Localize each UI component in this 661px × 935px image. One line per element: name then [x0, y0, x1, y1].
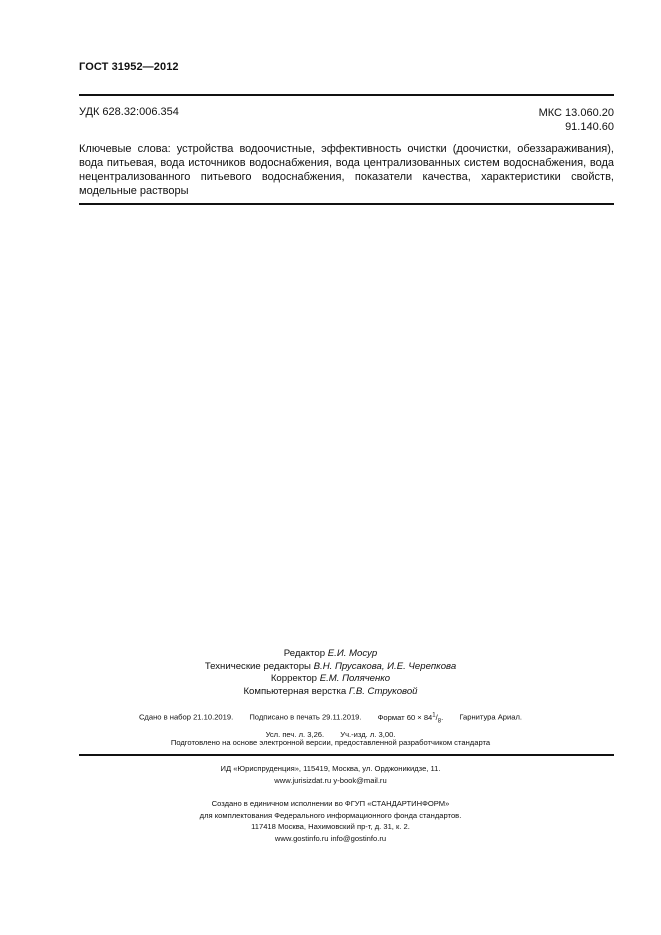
header-rule-top — [79, 94, 614, 96]
editor-line — [0, 648, 661, 661]
mks-line-1: МКС 13.060.20 — [538, 107, 614, 119]
tech-editors-names: В.Н. Прусакова, И.Е. Черепкова — [313, 660, 457, 672]
prepared-note: Подготовлено на основе электронной версии, предоставленной разработчиком стандарта — [170, 738, 491, 747]
keywords-rule-bottom — [79, 203, 614, 205]
mks-code — [539, 106, 614, 134]
credits-block — [0, 648, 661, 698]
printed-sheets: Усл. печ. л. 3,26. — [265, 730, 325, 740]
layout-role: Компьютерная верстка — [243, 685, 347, 697]
creator-contacts — [0, 833, 661, 845]
document-id: ГОСТ 31952—2012 — [79, 61, 179, 73]
keywords-paragraph: Ключевые слова: устройства водоочистные, эффективность очистки (доочистки, обеззараживания), вода питьевая, вода источников водоснабжения, вода централизованных систем водоснабжения, вода нецентрализованного питьевого водоснабжения, показатели качества, характеристики свойств, модельные растворы — [79, 143, 614, 197]
publisher-contacts — [0, 775, 661, 787]
publisher-address: ИД «Юриспруденция», 115419, Москва, ул. Орджоникидзе, 11. — [220, 764, 441, 773]
creator-address: 117418 Москва, Нахимовский пр-т, д. 31, к. 2. — [251, 822, 410, 831]
corrector-role: Корректор — [270, 673, 318, 684]
corrector-name: Е.М. Поляченко — [319, 673, 391, 684]
print-format: Формат $60 \times 84^1/_8$. — [377, 712, 444, 725]
mks-line-2: 91.140.60 — [565, 121, 614, 133]
signed-date: Подписано в печать 29.11.2019. — [249, 712, 362, 722]
print-info-block — [0, 709, 661, 741]
creator-line-2: для комплектования Федерального информационного фонда стандартов. — [199, 810, 462, 820]
submitted-date: Сдано в набор 21.10.2019. — [138, 712, 234, 722]
creator-line-1: Создано в единичном исполнении во ФГУП «СТАНДАРТИНФОРМ» — [211, 799, 450, 808]
creator-email-link[interactable]: info@gostinfo.ru — [330, 833, 387, 843]
publisher-site-link[interactable]: www.jurisizdat.ru — [274, 776, 332, 785]
print-info-line-1 — [0, 709, 661, 728]
publisher-block — [0, 763, 661, 787]
publication-sheets: Уч.-изд. л. 3,00. — [340, 730, 396, 740]
editor-name: Е.И. Мосур — [327, 648, 378, 659]
typeface: Гарнитура Ариал. — [459, 712, 523, 722]
creator-block — [0, 798, 661, 844]
creator-site-link[interactable]: www.gostinfo.ru — [274, 833, 329, 843]
layout-line — [0, 686, 661, 699]
editor-role: Редактор — [283, 648, 326, 659]
publisher-rule — [79, 754, 614, 756]
tech-editors-line — [0, 661, 661, 674]
corrector-line — [0, 673, 661, 686]
layout-name: Г.В. Струковой — [348, 685, 418, 697]
publisher-email-link[interactable]: y-book@mail.ru — [333, 776, 387, 785]
udk-code: УДК 628.32:006.354 — [79, 106, 179, 118]
tech-editors-role: Технические редакторы — [204, 660, 311, 672]
